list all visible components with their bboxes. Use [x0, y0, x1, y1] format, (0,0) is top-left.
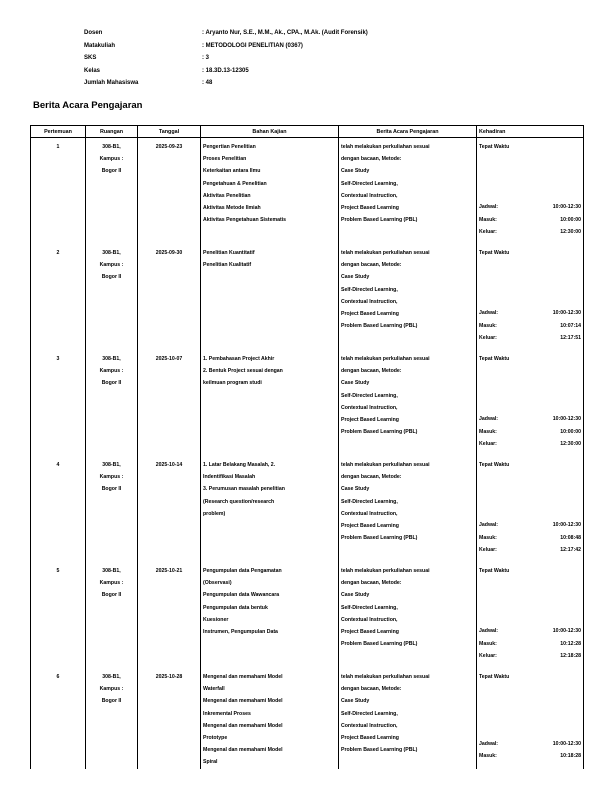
info-row — [84, 27, 562, 40]
attendance-masuk-row — [479, 750, 581, 762]
kehadiran-status: Tepat Waktu — [479, 144, 510, 150]
berita-line: Contextual Instruction, — [341, 404, 398, 411]
berita-line: Case Study — [341, 274, 370, 281]
attendance-jadwal-row — [479, 307, 581, 319]
attendance-masuk-value: 10:00:00 — [560, 216, 581, 223]
pertemuan-number: 5 — [56, 568, 60, 574]
attendance-keluar-label: Keluar: — [479, 334, 497, 341]
attendance-jadwal-value: 10:00-12:30 — [552, 628, 581, 635]
cell-kehadiran — [477, 668, 584, 769]
cell-ruangan — [86, 668, 138, 769]
cell-pertemuan — [31, 350, 86, 456]
bahan-line: (Research question/research — [203, 498, 275, 505]
berita-line: Project Based Learning — [341, 523, 399, 530]
berita-line: dengan bacaan, Metode: — [341, 368, 402, 375]
pertemuan-number: 3 — [56, 356, 60, 362]
header-berita-acara: Berita Acara Pengajaran — [339, 126, 477, 138]
info-row — [84, 52, 562, 65]
header-ruangan: Ruangan — [86, 126, 138, 138]
attendance-keluar-value: 12:30:00 — [560, 228, 581, 235]
ruangan-line: Kampus : — [99, 368, 124, 375]
attendance-jadwal-label: Jadwal: — [479, 204, 499, 211]
berita-line: Case Study — [341, 698, 370, 705]
berita-line: Project Based Learning — [341, 311, 399, 318]
pertemuan-number: 4 — [56, 462, 60, 468]
attendance-masuk-label: Masuk: — [479, 640, 497, 647]
bahan-line: problem) — [203, 510, 226, 517]
bahan-line: Proses Penelitian — [203, 156, 247, 163]
attendance-masuk-row — [479, 532, 581, 544]
attendance-jadwal-value: 10:00-12:30 — [552, 416, 581, 423]
info-value: : 18.3D.13-12305 — [202, 67, 249, 74]
berita-line: Problem Based Learning (PBL) — [341, 535, 418, 542]
cell-bahan-kajian — [201, 668, 339, 769]
berita-line: telah melakukan perkuliahan sesuai — [341, 568, 430, 574]
cell-berita-acara — [339, 562, 477, 668]
info-value: : 3 — [202, 55, 210, 61]
ruangan-line: Bogor II — [101, 592, 122, 599]
attendance-times — [479, 307, 581, 344]
bahan-line: Mengenal dan memahami Model — [203, 722, 283, 729]
ruangan-line: 308-B1, — [102, 568, 121, 574]
berita-line: Case Study — [341, 592, 370, 599]
tanggal-value: 2025-09-23 — [155, 144, 183, 150]
attendance-keluar-row — [479, 544, 581, 556]
bahan-line: Pengumpulan data Wawancara — [203, 592, 280, 599]
bahan-line: Spiral — [203, 759, 218, 766]
pertemuan-number: 1 — [56, 144, 60, 150]
attendance-keluar-label: Keluar: — [479, 440, 497, 447]
bahan-line: Aktivitas Penelitian — [203, 192, 251, 199]
info-label: Jumlah Mahasiswa — [84, 80, 139, 86]
attendance-masuk-value: 10:08:48 — [560, 534, 581, 541]
cell-berita-acara — [339, 668, 477, 769]
attendance-jadwal-label: Jadwal: — [479, 310, 499, 317]
attendance-times — [479, 519, 581, 556]
ruangan-line: Kampus : — [99, 580, 124, 587]
ruangan-line: Kampus : — [99, 262, 124, 269]
info-value: : Aryanto Nur, S.E., M.M., Ak., CPA., M.Ak. (Audit Forensik) — [202, 30, 368, 36]
berita-line: telah melakukan perkuliahan sesuai — [341, 356, 430, 362]
attendance-jadwal-value: 10:00-12:30 — [552, 204, 581, 211]
berita-line: telah melakukan perkuliahan sesuai — [341, 250, 430, 256]
attendance-jadwal-label: Jadwal: — [479, 416, 499, 423]
attendance-times — [479, 201, 581, 238]
cell-pertemuan — [31, 562, 86, 668]
table-header-row — [31, 126, 584, 138]
berita-line: Case Study — [341, 168, 370, 175]
header-tanggal: Tanggal — [138, 126, 201, 138]
bahan-line: Mengenal dan memahami Model — [203, 698, 283, 705]
ruangan-line: 308-B1, — [102, 144, 121, 150]
cell-berita-acara — [339, 244, 477, 350]
table-row — [31, 350, 584, 456]
berita-line: Contextual Instruction, — [341, 510, 398, 517]
cell-ruangan — [86, 138, 138, 245]
cell-ruangan — [86, 244, 138, 350]
cell-bahan-kajian — [201, 138, 339, 245]
attendance-masuk-label: Masuk: — [479, 753, 497, 760]
cell-tanggal — [138, 138, 201, 245]
cell-bahan-kajian — [201, 244, 339, 350]
berita-line: Contextual Instruction, — [341, 192, 398, 199]
berita-line: Contextual Instruction, — [341, 616, 398, 623]
ruangan-line: Bogor II — [101, 274, 122, 281]
cell-kehadiran — [477, 138, 584, 245]
bahan-line: 1. Pembahasan Project Akhir — [203, 356, 275, 362]
attendance-jadwal-row — [479, 201, 581, 213]
berita-line: Problem Based Learning (PBL) — [341, 747, 418, 754]
cell-ruangan — [86, 456, 138, 562]
berita-line: Self-Directed Learning, — [341, 392, 398, 399]
tanggal-value: 2025-09-30 — [155, 250, 183, 256]
cell-ruangan — [86, 562, 138, 668]
bahan-line: Waterfall — [203, 686, 225, 693]
bahan-line: Pengertian Penelitian — [203, 144, 256, 150]
ruangan-line: Kampus : — [99, 686, 124, 693]
attendance-keluar-value: 12:17:42 — [560, 546, 581, 553]
attendance-keluar-value: 12:30:00 — [560, 440, 581, 447]
berita-line: Case Study — [341, 486, 370, 493]
berita-line: dengan bacaan, Metode: — [341, 686, 402, 693]
attendance-keluar-label: Keluar: — [479, 546, 497, 553]
cell-tanggal — [138, 244, 201, 350]
berita-line: Project Based Learning — [341, 735, 399, 742]
ruangan-line: Bogor II — [101, 380, 122, 387]
bahan-line: keilmuan program studi — [203, 380, 262, 387]
info-row — [84, 77, 562, 90]
attendance-jadwal-row — [479, 519, 581, 531]
berita-line: Self-Directed Learning, — [341, 286, 398, 293]
attendance-masuk-value: 10:00:00 — [560, 428, 581, 435]
bahan-line: Keterkaitan antara Ilmu — [203, 168, 261, 175]
berita-line: telah melakukan perkuliahan sesuai — [341, 674, 430, 680]
table-row — [31, 244, 584, 350]
attendance-masuk-row — [479, 214, 581, 226]
attendance-masuk-row — [479, 426, 581, 438]
berita-line: telah melakukan perkuliahan sesuai — [341, 462, 430, 468]
attendance-masuk-label: Masuk: — [479, 322, 497, 329]
berita-line: Self-Directed Learning, — [341, 180, 398, 187]
table-row — [31, 668, 584, 769]
info-value: : METODOLOGI PENELITIAN (0367) — [202, 42, 303, 49]
attendance-keluar-row — [479, 438, 581, 450]
berita-line: Problem Based Learning (PBL) — [341, 641, 418, 648]
bahan-line: Mengenal dan memahami Model — [203, 674, 283, 680]
cell-berita-acara — [339, 456, 477, 562]
attendance-jadwal-row — [479, 625, 581, 637]
bahan-line: 1. Latar Belakang Masalah, 2. — [203, 462, 276, 468]
info-label: Kelas — [84, 67, 101, 74]
course-info — [84, 27, 562, 90]
cell-pertemuan — [31, 668, 86, 769]
bahan-line: Pengetahuan & Penelitian — [203, 180, 267, 187]
attendance-jadwal-row — [479, 738, 581, 750]
ruangan-line: 308-B1, — [102, 462, 121, 468]
attendance-keluar-value: 12:18:28 — [560, 652, 581, 659]
section-title: Berita Acara Pengajaran — [33, 100, 143, 111]
berita-line: Self-Directed Learning, — [341, 710, 398, 717]
berita-line: dengan bacaan, Metode: — [341, 580, 402, 587]
attendance-keluar-label: Keluar: — [479, 652, 497, 659]
berita-line: Contextual Instruction, — [341, 298, 398, 305]
bahan-line: Inkremental Proses — [203, 710, 251, 717]
berita-line: Project Based Learning — [341, 205, 399, 212]
tanggal-value: 2025-10-14 — [155, 462, 183, 468]
attendance-times — [479, 625, 581, 662]
bahan-line: Penelitian Kuantitatif — [203, 250, 255, 256]
attendance-masuk-label: Masuk: — [479, 534, 497, 541]
info-value: : 48 — [202, 80, 213, 86]
cell-tanggal — [138, 456, 201, 562]
tanggal-value: 2025-10-28 — [155, 674, 183, 680]
table-row — [31, 138, 584, 245]
cell-bahan-kajian — [201, 456, 339, 562]
attendance-keluar-label: Keluar: — [479, 228, 497, 235]
info-row — [84, 40, 562, 53]
bahan-line: Aktivitas Metode Ilmiah — [203, 205, 261, 212]
bahan-line: Instrumen, Pengumpulan Data — [203, 629, 278, 636]
info-row — [84, 65, 562, 78]
ruangan-line: 308-B1, — [102, 356, 121, 362]
cell-kehadiran — [477, 456, 584, 562]
bahan-line: Penelitian Kualitatif — [203, 262, 252, 269]
kehadiran-status: Tepat Waktu — [479, 674, 510, 680]
bahan-line: Kuesioner — [203, 616, 229, 623]
cell-pertemuan — [31, 138, 86, 245]
bahan-line: 2. Bentuk Project sesuai dengan — [203, 368, 283, 375]
attendance-jadwal-label: Jadwal: — [479, 741, 499, 748]
header-pertemuan: Pertemuan — [31, 126, 86, 138]
attendance-masuk-value: 10:12:28 — [560, 640, 581, 647]
attendance-masuk-label: Masuk: — [479, 216, 497, 223]
berita-line: dengan bacaan, Metode: — [341, 262, 402, 269]
ruangan-line: Kampus : — [99, 474, 124, 481]
cell-kehadiran — [477, 244, 584, 350]
info-label: Matakuliah — [84, 42, 116, 49]
table-row — [31, 456, 584, 562]
cell-bahan-kajian — [201, 350, 339, 456]
berita-line: dengan bacaan, Metode: — [341, 474, 402, 481]
attendance-keluar-row — [479, 332, 581, 344]
attendance-masuk-label: Masuk: — [479, 428, 497, 435]
header-kehadiran: Kehadiran — [477, 126, 584, 138]
berita-line: Project Based Learning — [341, 417, 399, 424]
bahan-line: Pengumpulan data bentuk — [203, 604, 268, 611]
berita-line: Contextual Instruction, — [341, 722, 398, 729]
attendance-jadwal-value: 10:00-12:30 — [552, 522, 581, 529]
pertemuan-number: 6 — [56, 674, 60, 680]
cell-kehadiran — [477, 350, 584, 456]
berita-line: Problem Based Learning (PBL) — [341, 429, 418, 436]
info-label: SKS — [84, 55, 97, 61]
bahan-line: Mengenal dan memahami Model — [203, 747, 283, 754]
tanggal-value: 2025-10-21 — [155, 568, 183, 574]
attendance-masuk-row — [479, 638, 581, 650]
cell-tanggal — [138, 350, 201, 456]
kehadiran-status: Tepat Waktu — [479, 356, 510, 362]
ruangan-line: Kampus : — [99, 156, 124, 163]
cell-tanggal — [138, 668, 201, 769]
teaching-record-table — [30, 125, 584, 769]
attendance-masuk-value: 10:07:14 — [560, 322, 581, 329]
attendance-jadwal-row — [479, 413, 581, 425]
attendance-times — [479, 413, 581, 450]
berita-line: dengan bacaan, Metode: — [341, 156, 402, 163]
cell-tanggal — [138, 562, 201, 668]
ruangan-line: 308-B1, — [102, 674, 121, 680]
header-bahan-kajian: Bahan Kajian — [201, 126, 339, 138]
cell-ruangan — [86, 350, 138, 456]
cell-bahan-kajian — [201, 562, 339, 668]
berita-line: Self-Directed Learning, — [341, 604, 398, 611]
kehadiran-status: Tepat Waktu — [479, 462, 510, 468]
cell-berita-acara — [339, 138, 477, 245]
berita-line: Self-Directed Learning, — [341, 498, 398, 505]
bahan-line: Aktivitas Pengetahuan Sistematis — [203, 217, 287, 224]
berita-line: Case Study — [341, 380, 370, 387]
berita-line: Project Based Learning — [341, 629, 399, 636]
kehadiran-status: Tepat Waktu — [479, 250, 510, 256]
bahan-line: Prototype — [203, 735, 228, 742]
attendance-jadwal-value: 10:00-12:30 — [552, 310, 581, 317]
berita-line: Problem Based Learning (PBL) — [341, 323, 418, 330]
attendance-masuk-value: 10:18:28 — [560, 753, 581, 760]
ruangan-line: 308-B1, — [102, 250, 121, 256]
attendance-keluar-row — [479, 226, 581, 238]
attendance-jadwal-value: 10:00-12:30 — [552, 741, 581, 748]
kehadiran-status: Tepat Waktu — [479, 568, 510, 574]
attendance-jadwal-label: Jadwal: — [479, 628, 499, 635]
ruangan-line: Bogor II — [101, 698, 122, 705]
bahan-line: Pengumpulan data Pengamatan — [203, 568, 282, 574]
cell-kehadiran — [477, 562, 584, 668]
ruangan-line: Bogor II — [101, 168, 122, 175]
cell-pertemuan — [31, 244, 86, 350]
bahan-line: 3. Perumusan masalah penelitian — [203, 486, 285, 493]
berita-line: telah melakukan perkuliahan sesuai — [341, 144, 430, 150]
ruangan-line: Bogor II — [101, 486, 122, 493]
bahan-line: (Observasi) — [203, 580, 232, 587]
tanggal-value: 2025-10-07 — [155, 356, 183, 362]
cell-berita-acara — [339, 350, 477, 456]
attendance-masuk-row — [479, 320, 581, 332]
attendance-jadwal-label: Jadwal: — [479, 522, 499, 529]
attendance-times — [479, 738, 581, 762]
attendance-keluar-value: 12:17:51 — [560, 334, 581, 341]
table-row — [31, 562, 584, 668]
berita-line: Problem Based Learning (PBL) — [341, 217, 418, 224]
bahan-line: Indentifikasi Masalah — [203, 474, 256, 481]
info-label: Dosen — [84, 30, 103, 36]
pertemuan-number: 2 — [56, 250, 60, 256]
attendance-keluar-row — [479, 650, 581, 662]
cell-pertemuan — [31, 456, 86, 562]
